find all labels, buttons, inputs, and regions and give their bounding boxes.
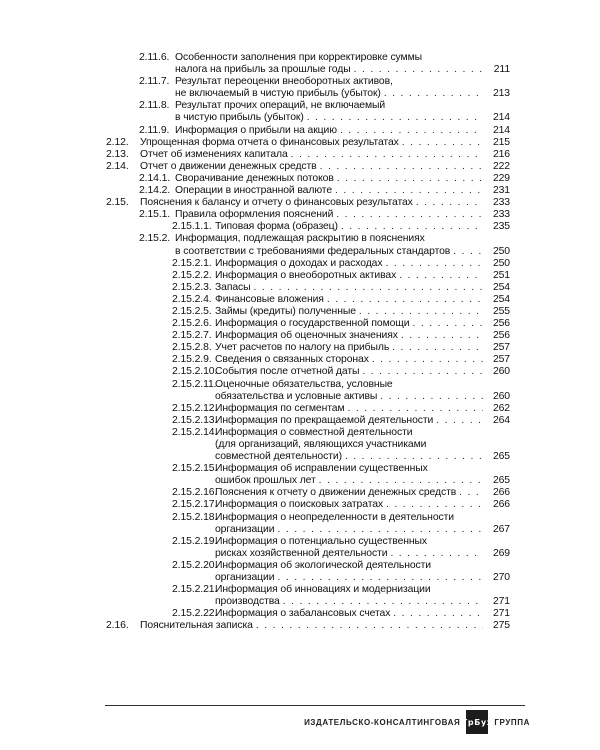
- toc-entry-title: Информация об оценочных значениях: [215, 330, 398, 342]
- toc-entry-title-continuation: организации: [215, 572, 275, 584]
- toc-entry-page-number: 222: [492, 160, 510, 172]
- dot-leader: [385, 258, 483, 270]
- toc-entry-number: 2.11.9.: [139, 124, 170, 136]
- toc-entry-page-number: 262: [492, 402, 510, 414]
- toc-entry-title: Информация по прекращаемой деятельности: [215, 414, 434, 426]
- toc-entry[interactable]: [0, 427, 600, 463]
- toc-entry[interactable]: [0, 76, 600, 100]
- toc-entry-title: Информация о неопределенности в деятельности: [215, 511, 454, 523]
- toc-entry[interactable]: [0, 233, 600, 257]
- toc-entry-title: Финансовые вложения: [215, 293, 324, 305]
- toc-entry-title-continuation: в чистую прибыль (убыток): [175, 112, 304, 124]
- dot-leader: [291, 149, 483, 161]
- toc-entry[interactable]: [0, 560, 600, 584]
- dot-leader: [327, 294, 483, 306]
- toc-entry-number: 2.11.7.: [139, 76, 170, 88]
- toc-entry-number: 2.15.1.1.: [172, 221, 212, 233]
- toc-entry-title: Особенности заполнения при корректировке суммы: [175, 52, 422, 63]
- dot-leader: [386, 499, 483, 511]
- toc-entry[interactable]: [0, 282, 600, 294]
- toc-entry-page-number: 255: [492, 305, 510, 317]
- toc-entry-title: Информация о совместной деятельности: [215, 426, 413, 438]
- toc-entry[interactable]: [0, 100, 600, 124]
- toc-entry-title-continuation: налога на прибыль за прошлые годы: [175, 64, 351, 76]
- toc-entry-number: 2.15.2.20.: [172, 559, 218, 571]
- toc-entry-page-number: 264: [492, 414, 510, 426]
- toc-entry-title: Информация, подлежащая раскрытию в пояснениях: [175, 233, 425, 245]
- toc-entry-title: Отчет о движении денежных средств: [140, 160, 317, 172]
- toc-entry[interactable]: [0, 608, 600, 620]
- toc-entry-number: 2.15.2.7.: [172, 330, 212, 342]
- toc-entry-title: Запасы: [215, 281, 251, 293]
- toc-entry-page-number: 271: [492, 608, 510, 620]
- toc-entry-number: 2.15.2.22.: [172, 608, 218, 620]
- toc-entry-page-number: 267: [492, 523, 510, 535]
- toc-entry-page-number: 215: [492, 136, 510, 148]
- toc-entry-title: Информация о государственной помощи: [215, 318, 410, 330]
- dot-leader: [354, 64, 483, 76]
- dot-leader: [380, 391, 483, 403]
- toc-entry-page-number: 269: [492, 547, 510, 559]
- dot-leader: [401, 330, 483, 342]
- dot-leader: [416, 197, 483, 209]
- toc-entry-number: 2.15.2.15.: [172, 463, 218, 475]
- toc-entry[interactable]: [0, 161, 600, 173]
- dot-leader: [453, 246, 483, 258]
- toc-entry-page-number: 265: [492, 451, 510, 463]
- toc-entry-title-continuation: совместной деятельности): [215, 451, 342, 463]
- toc-entry-number: 2.16.: [106, 620, 129, 632]
- table-of-contents: [0, 52, 600, 633]
- toc-entry-number: 2.15.2.21.: [172, 584, 218, 596]
- toc-entry-title: Пояснения к отчету о движении денежных средств: [215, 487, 457, 499]
- toc-entry-number: 2.15.2.2.: [172, 269, 212, 281]
- dot-leader: [372, 354, 483, 366]
- toc-entry-page-number: 214: [492, 124, 510, 136]
- toc-entry-number: 2.15.2.17.: [172, 499, 218, 511]
- toc-entry-page-number: 214: [492, 112, 510, 124]
- toc-entry-number: 2.15.2.: [139, 233, 171, 245]
- toc-entry-title: Операции в иностранной валюте: [175, 185, 333, 197]
- toc-entry-page-number: 233: [492, 209, 510, 221]
- dot-leader: [283, 596, 483, 608]
- toc-entry-page-number: 233: [492, 197, 510, 209]
- toc-entry[interactable]: [0, 366, 600, 378]
- dot-leader: [412, 318, 483, 330]
- toc-entry[interactable]: [0, 342, 600, 354]
- dot-leader: [459, 487, 483, 499]
- toc-entry-page-number: 250: [492, 245, 510, 257]
- toc-entry-number: 2.14.1.: [139, 172, 171, 184]
- toc-entry[interactable]: [0, 185, 600, 197]
- publisher-logo-icon: [462, 710, 493, 734]
- toc-entry[interactable]: [0, 403, 600, 415]
- toc-entry-title: Займы (кредиты) полученные: [215, 305, 356, 317]
- dot-leader: [362, 366, 483, 378]
- dot-leader: [348, 403, 484, 415]
- toc-entry-title: Пояснительная записка: [140, 620, 253, 632]
- toc-entry[interactable]: [0, 354, 600, 366]
- toc-entry-number: 2.15.2.10.: [172, 366, 218, 378]
- dot-leader: [359, 306, 483, 318]
- toc-entry-page-number: 251: [492, 269, 510, 281]
- toc-entry-page-number: 211: [493, 64, 510, 76]
- dot-leader: [392, 342, 483, 354]
- toc-entry-title: Информация о прибыли на акцию: [175, 124, 337, 136]
- dot-leader: [254, 282, 483, 294]
- toc-entry-number: 2.15.2.12.: [172, 402, 218, 414]
- toc-entry-title: Информация о доходах и расходах: [215, 257, 383, 269]
- toc-entry-page-number: 256: [492, 330, 510, 342]
- dot-leader: [277, 524, 483, 536]
- toc-entry-number: 2.13.: [106, 148, 129, 160]
- toc-entry[interactable]: [0, 415, 600, 427]
- toc-entry-number: 2.15.2.9.: [172, 354, 212, 366]
- dot-leader: [341, 221, 483, 233]
- dot-leader: [340, 125, 483, 137]
- dot-leader: [336, 209, 483, 221]
- toc-entry[interactable]: [0, 487, 600, 499]
- toc-entry-title: Сведения о связанных сторонах: [215, 354, 369, 366]
- toc-entry-page-number: 257: [492, 354, 510, 366]
- toc-entry-number: 2.11.6.: [139, 52, 170, 63]
- toc-entry-page-number: 250: [492, 257, 510, 269]
- dot-leader: [402, 137, 483, 149]
- toc-entry-title: Информация о потенциально существенных: [215, 535, 427, 547]
- dot-leader: [319, 475, 483, 487]
- toc-entry-number: 2.15.2.5.: [172, 305, 212, 317]
- toc-entry-title: Пояснения к балансу и отчету о финансовых результатах: [140, 197, 413, 209]
- toc-entry-number: 2.15.2.8.: [172, 342, 212, 354]
- toc-entry-title: Информация об исправлении существенных: [215, 463, 428, 475]
- toc-entry[interactable]: [0, 125, 600, 137]
- toc-entry-number: 2.15.2.3.: [172, 281, 212, 293]
- toc-entry-title: Информация о внеоборотных активах: [215, 269, 397, 281]
- toc-entry-title-continuation: не включаемый в чистую прибыль (убыток): [175, 88, 381, 100]
- toc-entry-page-number: 231: [492, 185, 510, 197]
- dot-leader: [335, 185, 483, 197]
- toc-entry-number: 2.15.2.14.: [172, 426, 218, 438]
- dot-leader: [256, 620, 483, 632]
- toc-entry-title-continuation: производства: [215, 596, 280, 608]
- toc-entry[interactable]: [0, 620, 600, 632]
- dot-leader: [277, 572, 483, 584]
- toc-entry[interactable]: [0, 258, 600, 270]
- toc-entry-title: Информация об инновациях и модернизации: [215, 584, 431, 596]
- toc-entry-title: Оценочные обязательства, условные: [215, 378, 393, 390]
- toc-entry-page-number: 271: [492, 596, 510, 608]
- dot-leader: [436, 415, 483, 427]
- toc-entry-number: 2.14.2.: [139, 185, 171, 197]
- toc-entry-number: 2.15.2.6.: [172, 318, 212, 330]
- toc-entry[interactable]: [0, 221, 600, 233]
- publisher-footer: [304, 710, 530, 734]
- toc-entry-page-number: 266: [492, 487, 510, 499]
- toc-entry-title-continuation: обязательства и условные активы: [215, 390, 378, 402]
- toc-entry-title: Сворачивание денежных потоков: [175, 172, 334, 184]
- toc-entry-number: 2.15.2.13.: [172, 414, 218, 426]
- toc-entry-title: Информация об экологической деятельности: [215, 559, 432, 571]
- toc-entry[interactable]: [0, 379, 600, 403]
- toc-entry-title: События после отчетной даты: [215, 366, 360, 378]
- toc-entry-title: Учет расчетов по налогу на прибыль: [215, 342, 390, 354]
- toc-entry-page-number: 270: [492, 572, 510, 584]
- dot-leader: [399, 270, 483, 282]
- dot-leader: [307, 112, 483, 124]
- toc-entry-page-number: 256: [492, 318, 510, 330]
- toc-entry[interactable]: [0, 463, 600, 487]
- toc-entry-page-number: 266: [492, 499, 510, 511]
- toc-entry-number: 2.15.2.11.: [172, 378, 217, 390]
- toc-entry-title-continuation: (для организаций, являющихся участниками: [215, 439, 427, 450]
- toc-entry-title: Результат переоценки внеоборотных активов,: [175, 76, 393, 88]
- toc-entry-number: 2.15.2.4.: [172, 293, 212, 305]
- dot-leader: [337, 173, 483, 185]
- toc-entry-page-number: 235: [492, 221, 510, 233]
- toc-entry-title-continuation: ошибок прошлых лет: [215, 475, 316, 487]
- toc-entry-page-number: 216: [492, 148, 510, 160]
- toc-entry[interactable]: [0, 149, 600, 161]
- toc-entry-number: 2.15.2.16.: [172, 487, 218, 499]
- toc-entry-number: 2.15.2.19.: [172, 535, 218, 547]
- toc-entry-page-number: 229: [492, 172, 510, 184]
- toc-entry-title: Информация о поисковых затратах: [215, 499, 384, 511]
- toc-entry-number: 2.15.2.18.: [172, 511, 218, 523]
- footer-rule: [105, 705, 525, 706]
- dot-leader: [384, 88, 483, 100]
- toc-entry-title-continuation: организации: [215, 523, 275, 535]
- toc-entry-page-number: 254: [492, 293, 510, 305]
- toc-entry-title-continuation: рисках хозяйственной деятельности: [215, 547, 388, 559]
- toc-entry[interactable]: [0, 318, 600, 330]
- toc-entry[interactable]: [0, 294, 600, 306]
- toc-entry-number: 2.15.: [106, 197, 129, 209]
- toc-entry[interactable]: [0, 209, 600, 221]
- dot-leader: [393, 608, 483, 620]
- toc-entry-number: 2.14.: [106, 160, 129, 172]
- toc-entry-page-number: 260: [492, 390, 510, 402]
- toc-entry[interactable]: [0, 330, 600, 342]
- toc-entry[interactable]: [0, 584, 600, 608]
- toc-entry-title: Типовая форма (образец): [215, 221, 338, 233]
- publisher-group-label: ГРУППА: [494, 717, 530, 727]
- dot-leader: [320, 161, 483, 173]
- toc-entry-title: Информация о забалансовых счетах: [215, 608, 391, 620]
- toc-entry[interactable]: [0, 270, 600, 282]
- toc-entry-title-continuation: в соответствии с требованиями федеральных стандартов: [175, 245, 451, 257]
- toc-entry-number: 2.15.1.: [139, 209, 171, 221]
- toc-entry-number: 2.15.2.1.: [172, 257, 212, 269]
- toc-entry[interactable]: [0, 52, 600, 76]
- toc-entry-page-number: 265: [492, 475, 510, 487]
- toc-entry-page-number: 213: [492, 88, 510, 100]
- toc-entry[interactable]: [0, 536, 600, 560]
- toc-entry-page-number: 257: [492, 342, 510, 354]
- toc-entry-page-number: 260: [492, 366, 510, 378]
- toc-entry[interactable]: [0, 499, 600, 511]
- toc-entry-title: Информация по сегментам: [215, 402, 345, 414]
- toc-entry[interactable]: [0, 173, 600, 185]
- toc-entry-page-number: 254: [492, 281, 510, 293]
- toc-entry-title: Упрощенная форма отчета о финансовых результатах: [140, 136, 399, 148]
- toc-entry[interactable]: [0, 306, 600, 318]
- dot-leader: [390, 548, 483, 560]
- toc-entry-title: Отчет об изменениях капитала: [140, 148, 288, 160]
- toc-entry[interactable]: [0, 197, 600, 209]
- publisher-logo-text: ГрБух: [462, 717, 493, 727]
- toc-entry-title: Результат прочих операций, не включаемый: [175, 100, 386, 112]
- toc-entry-number: 2.12.: [106, 136, 129, 148]
- toc-entry[interactable]: [0, 512, 600, 536]
- dot-leader: [345, 451, 483, 463]
- toc-entry[interactable]: [0, 137, 600, 149]
- toc-entry-title: Правила оформления пояснений: [175, 209, 334, 221]
- publisher-name: ИЗДАТЕЛЬСКО-КОНСАЛТИНГОВАЯ: [304, 717, 461, 727]
- toc-entry-number: 2.11.8.: [139, 100, 170, 112]
- toc-entry-page-number: 275: [492, 620, 510, 632]
